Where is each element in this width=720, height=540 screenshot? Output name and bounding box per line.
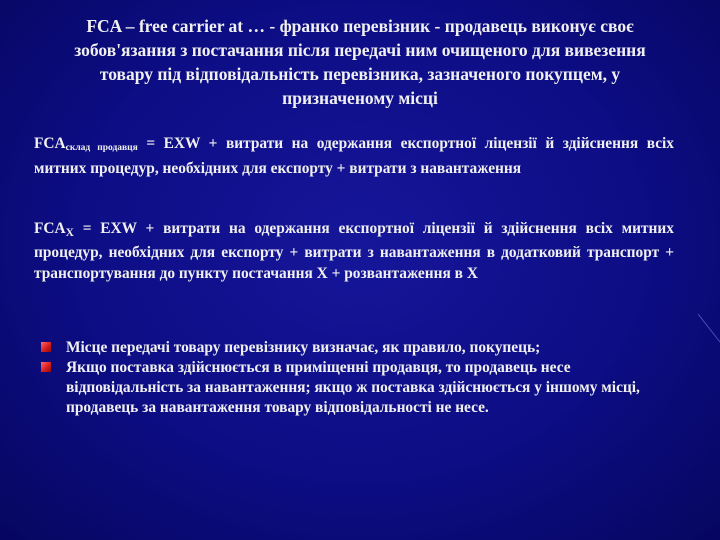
bullet-text: Місце передачі товару перевізнику визначає, як правило, покупець; <box>66 339 541 356</box>
fca-x-formula <box>34 218 674 285</box>
formula-term: FCA <box>34 135 66 152</box>
formula-term: FCA <box>34 220 66 237</box>
bullet-text: Якщо поставка здійснюється в приміщенні продавця, то продавець несе відповідальність за навантаження; якщо ж поставка здійснюється у іншому місці, продавець за навантаження товару відповідальності не несе. <box>66 359 640 416</box>
formula-text: = EXW + витрати на одержання експортної ліцензії й здійснення всіх митних процедур, необхідних для експорту + витрати з навантаження <box>34 135 674 177</box>
bullet-square-icon <box>41 342 51 352</box>
list-item <box>40 338 680 358</box>
decorative-line <box>698 300 720 360</box>
formula-subscript: склад продавця <box>65 143 138 153</box>
bullet-square-icon <box>41 362 51 372</box>
list-item <box>40 358 680 418</box>
fca-warehouse-formula <box>34 133 674 179</box>
formula-subscript: X <box>65 227 74 239</box>
formula-text: = EXW + витрати на одержання експортної ліцензії й здійснення всіх митних процедур, необхідних для експорту + витрати з навантаження в додатковий транспорт + транспортування до пункту постачання X + розвантаження в X <box>34 220 674 282</box>
bullet-list <box>40 338 680 418</box>
slide-title: FCA – free carrier at … - франко перевізник - продавець виконує своє зобов'язання з постачання після передачі ним очищеного для вивезення товару під відповідальність перевізника, зазначеного покупцем, у призначеному місці <box>74 16 646 108</box>
